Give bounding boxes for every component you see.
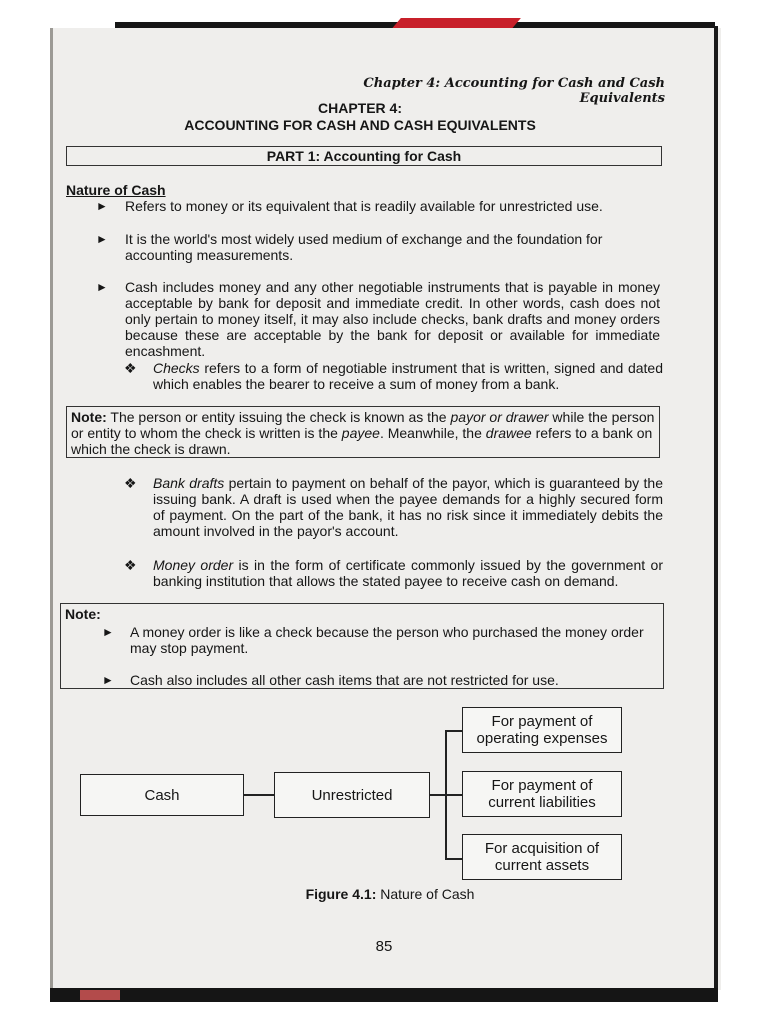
bullet-arrow-icon: ► [96, 280, 108, 294]
connector-line [445, 794, 463, 796]
note-term: drawee [485, 425, 532, 441]
diamond-bullet-icon: ❖ [124, 557, 137, 573]
checks-definition [153, 360, 663, 392]
bullet-arrow-icon: ► [96, 199, 108, 213]
figure-label: Figure 4.1: [305, 886, 377, 902]
diagram-box-cash: Cash [80, 774, 244, 816]
page-number: 85 [375, 938, 393, 955]
note-item: Cash also includes all other cash items that are not restricted for use. [130, 672, 559, 688]
checks-text: refers to a form of negotiable instrument that is written, signed and dated which enables the bearer to receive a sum of money from a bank. [153, 360, 663, 392]
diagram-box-operating-expenses: For payment of operating expenses [462, 707, 622, 753]
diagram-box-current-liabilities: For payment of current liabilities [462, 771, 622, 817]
diagram-box-current-assets: For acquisition of current assets [462, 834, 622, 880]
scan-bottom-mark [80, 990, 120, 1000]
connector-line [445, 858, 463, 860]
figure-caption-text: Nature of Cash [376, 886, 475, 902]
part-title-box: PART 1: Accounting for Cash [66, 146, 662, 166]
chapter-title: ACCOUNTING FOR CASH AND CASH EQUIVALENTS [184, 117, 536, 133]
bullet-arrow-icon: ► [102, 673, 114, 687]
bullet-text: Refers to money or its equivalent that is readily available for unrestricted use. [125, 198, 603, 214]
note-label: Note: [65, 606, 101, 622]
bullet-text: It is the world's most widely used medium of exchange and the foundation for accounting measurements. [125, 231, 603, 263]
chapter-label: CHAPTER 4: [317, 100, 402, 116]
diamond-bullet-icon: ❖ [124, 360, 137, 376]
bullet-arrow-icon: ► [102, 625, 114, 639]
money-order-definition [153, 557, 663, 589]
money-order-term: Money order [153, 557, 234, 573]
bullet-text: Cash includes money and any other negotiable instruments that is payable in money acceptable by bank for deposit and immediate credit. In other words, cash does not only pertain to money itself, it may also include checks, bank drafts and money orders because these are acceptable by the bank for deposit or available for immediate encashment. [125, 279, 660, 359]
connector-line [244, 794, 274, 796]
note-text: The person or entity issuing the check is known as the [106, 409, 451, 425]
scan-bottom-edge [50, 988, 718, 1002]
diamond-bullet-icon: ❖ [124, 475, 137, 491]
note-text: refers to a bank on which the check is drawn. [71, 425, 653, 457]
note-label: Note: [71, 409, 107, 425]
money-order-text: is in the form of certificate commonly issued by the government or banking institution that allows the stated payee to receive cash on demand. [153, 557, 664, 589]
figure-caption [230, 886, 550, 902]
note-item: A money order is like a check because the person who purchased the money order may stop payment. [130, 624, 644, 656]
note-box-check [66, 406, 660, 458]
diagram-box-unrestricted: Unrestricted [274, 772, 430, 818]
top-background [0, 0, 768, 24]
bank-drafts-definition [153, 475, 663, 539]
scan-right-edge [714, 26, 718, 992]
note-term: payor or drawer [450, 409, 549, 425]
section-heading: Nature of Cash [66, 182, 166, 198]
note-text: while the person or entity to whom the check is written is the [71, 409, 655, 441]
note-text: . Meanwhile, the [379, 425, 486, 441]
bullet-arrow-icon: ► [96, 232, 108, 246]
bank-drafts-term: Bank drafts [153, 475, 225, 491]
chapter-running-head: Chapter 4: Accounting for Cash and Cash Equivalents [363, 76, 665, 106]
connector-line [445, 730, 463, 732]
note-term: payee [341, 425, 380, 441]
bank-drafts-text: pertain to payment on behalf of the payor, which is guaranteed by the issuing bank. A draft is used when the payee demands for a highly secured form of payment. On the part of the bank, it has no risk since it immediately debits the amount involved in the payor's account. [153, 475, 663, 539]
connector-line [430, 794, 446, 796]
checks-term: Checks [153, 360, 200, 376]
